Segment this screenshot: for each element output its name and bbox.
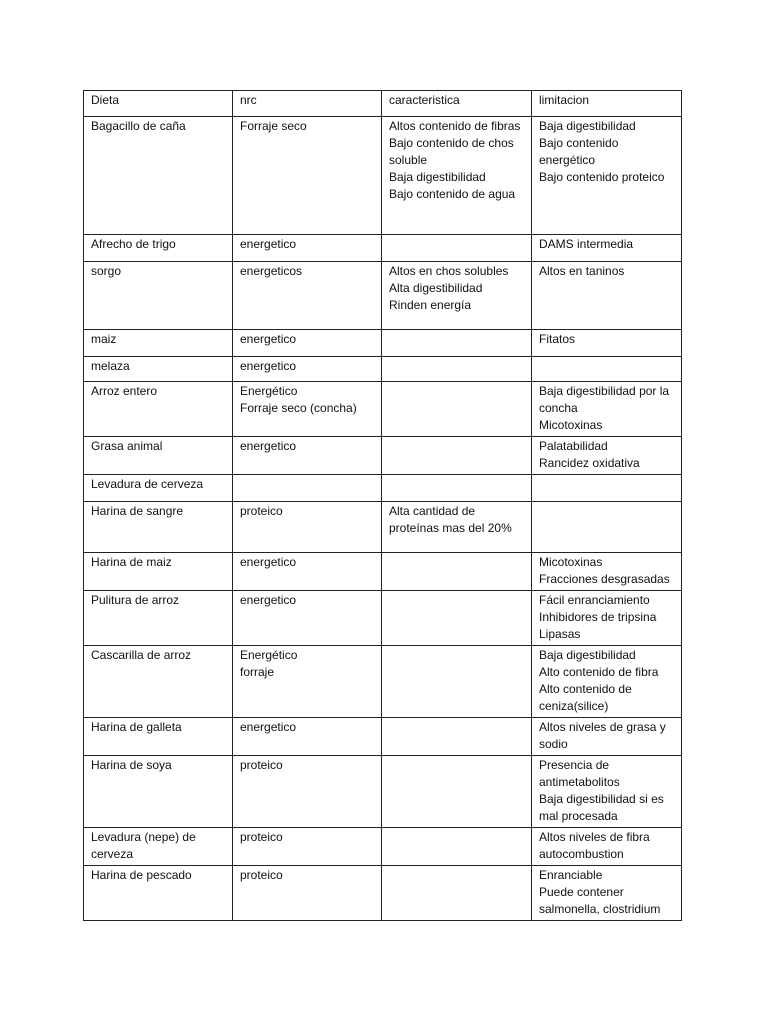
cell-dieta: Harina de soya [84, 756, 233, 828]
cell-caracteristica [382, 756, 532, 828]
cell-nrc [233, 475, 382, 502]
table-row [84, 330, 682, 357]
table-row [84, 235, 682, 262]
cell-limitacion [532, 357, 682, 382]
column-header-limitacion: limitacion [532, 91, 682, 117]
table-row [84, 502, 682, 553]
cell-caracteristica [382, 718, 532, 756]
cell-caracteristica [382, 553, 532, 591]
cell-dieta: Levadura de cerveza [84, 475, 233, 502]
cell-caracteristica: Alta cantidad de proteínas mas del 20% [382, 502, 532, 553]
table-row [84, 437, 682, 475]
cell-limitacion [532, 475, 682, 502]
cell-limitacion: Presencia de antimetabolitos Baja digestibilidad si es mal procesada [532, 756, 682, 828]
table-row [84, 646, 682, 718]
cell-dieta: melaza [84, 357, 233, 382]
column-header-dieta: Dieta [84, 91, 233, 117]
cell-limitacion: Palatabilidad Rancidez oxidativa [532, 437, 682, 475]
cell-dieta: sorgo [84, 262, 233, 330]
cell-nrc: Forraje seco [233, 117, 382, 235]
cell-nrc: Energético Forraje seco (concha) [233, 382, 382, 437]
cell-nrc: Energético forraje [233, 646, 382, 718]
cell-dieta: Harina de maiz [84, 553, 233, 591]
cell-limitacion: Micotoxinas Fracciones desgrasadas [532, 553, 682, 591]
cell-nrc: proteico [233, 756, 382, 828]
table-row [84, 475, 682, 502]
table-row [84, 357, 682, 382]
cell-limitacion [532, 502, 682, 553]
cell-limitacion: Baja digestibilidad Bajo contenido energético Bajo contenido proteico [532, 117, 682, 235]
cell-nrc: energetico [233, 330, 382, 357]
cell-dieta: maiz [84, 330, 233, 357]
cell-nrc: energetico [233, 591, 382, 646]
cell-limitacion: Altos niveles de grasa y sodio [532, 718, 682, 756]
table-row [84, 718, 682, 756]
table-row [84, 117, 682, 235]
cell-limitacion: Baja digestibilidad Alto contenido de fibra Alto contenido de ceniza(silice) [532, 646, 682, 718]
cell-caracteristica [382, 235, 532, 262]
table-row [84, 756, 682, 828]
cell-nrc: energetico [233, 235, 382, 262]
cell-nrc: energetico [233, 357, 382, 382]
cell-nrc: energeticos [233, 262, 382, 330]
cell-caracteristica [382, 357, 532, 382]
cell-dieta: Cascarilla de arroz [84, 646, 233, 718]
table-header [84, 91, 682, 117]
cell-nrc: proteico [233, 828, 382, 866]
table-row [84, 866, 682, 921]
column-header-nrc: nrc [233, 91, 382, 117]
table-row [84, 828, 682, 866]
diet-table [83, 90, 682, 921]
table-row [84, 262, 682, 330]
cell-caracteristica [382, 591, 532, 646]
table-row [84, 382, 682, 437]
table-body [84, 117, 682, 921]
cell-nrc: proteico [233, 502, 382, 553]
cell-caracteristica [382, 828, 532, 866]
cell-caracteristica [382, 330, 532, 357]
cell-nrc: proteico [233, 866, 382, 921]
cell-limitacion: Fácil enranciamiento Inhibidores de tripsina Lipasas [532, 591, 682, 646]
table-row [84, 591, 682, 646]
cell-caracteristica [382, 475, 532, 502]
cell-dieta: Grasa animal [84, 437, 233, 475]
cell-dieta: Levadura (nepe) de cerveza [84, 828, 233, 866]
cell-dieta: Afrecho de trigo [84, 235, 233, 262]
cell-caracteristica: Altos en chos solubles Alta digestibilidad Rinden energía [382, 262, 532, 330]
cell-nrc: energetico [233, 718, 382, 756]
cell-caracteristica [382, 437, 532, 475]
cell-limitacion: Enranciable Puede contener salmonella, clostridium [532, 866, 682, 921]
cell-caracteristica: Altos contenido de fibras Bajo contenido de chos soluble Baja digestibilidad Bajo contenido de agua [382, 117, 532, 235]
cell-dieta: Harina de sangre [84, 502, 233, 553]
cell-dieta: Harina de galleta [84, 718, 233, 756]
cell-dieta: Arroz entero [84, 382, 233, 437]
cell-limitacion: Altos en taninos [532, 262, 682, 330]
cell-caracteristica [382, 382, 532, 437]
header-row [84, 91, 682, 117]
cell-dieta: Harina de pescado [84, 866, 233, 921]
cell-nrc: energetico [233, 437, 382, 475]
cell-caracteristica [382, 646, 532, 718]
cell-dieta: Bagacillo de caña [84, 117, 233, 235]
table-row [84, 553, 682, 591]
cell-limitacion: DAMS intermedia [532, 235, 682, 262]
column-header-caracteristica: caracteristica [382, 91, 532, 117]
cell-dieta: Pulitura de arroz [84, 591, 233, 646]
cell-limitacion: Altos niveles de fibra autocombustion [532, 828, 682, 866]
cell-limitacion: Fitatos [532, 330, 682, 357]
cell-nrc: energetico [233, 553, 382, 591]
cell-caracteristica [382, 866, 532, 921]
cell-limitacion: Baja digestibilidad por la concha Micotoxinas [532, 382, 682, 437]
